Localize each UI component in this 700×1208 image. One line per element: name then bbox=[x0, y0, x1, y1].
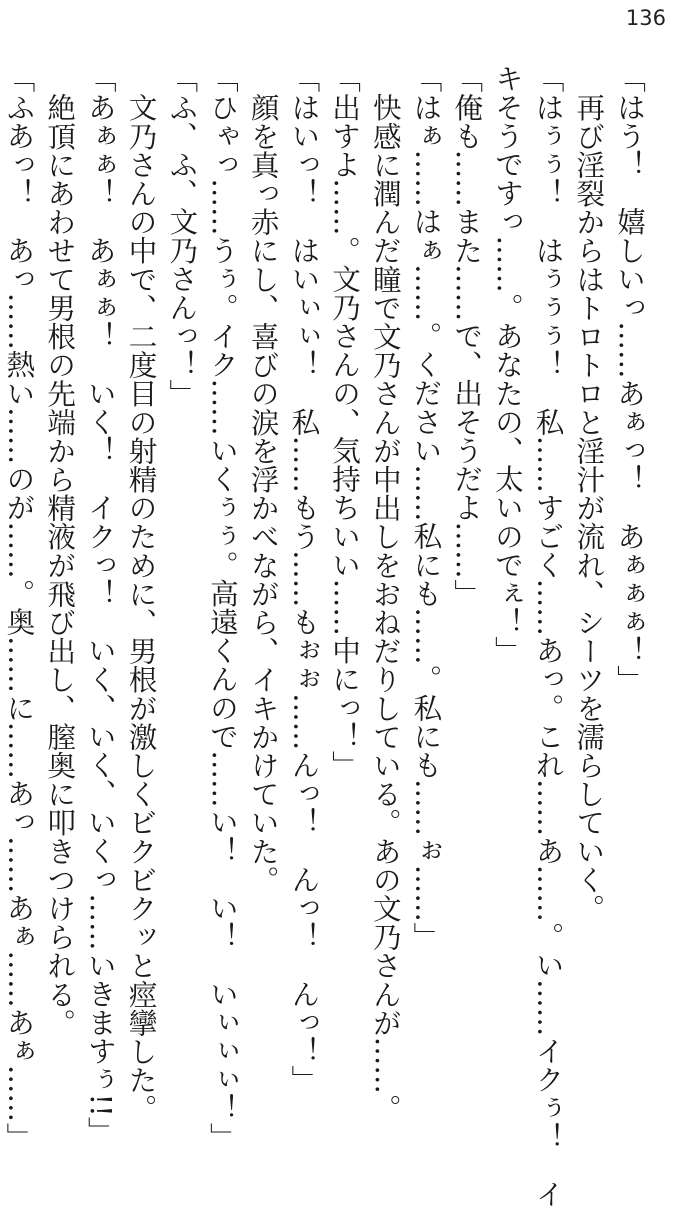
text-line: 「はいっ！ はいぃぃ！ 私……もう……もぉぉ……んっ！ んっ！ んっ！」 bbox=[287, 64, 322, 1094]
text-line: 快感に潤んだ瞳で文乃さんが中出しをおねだりしている。あの文乃さんが……。 bbox=[368, 92, 403, 1123]
text-line: 「ふあっ！ あっ……熱い……のが……。奥……に……あっ……あぁ……あぁ……」 bbox=[2, 64, 37, 1151]
text-line: 顔を真っ赤にし、喜びの涙を浮かべながら、イキかけていた。 bbox=[246, 92, 281, 894]
text-line: 「俺も……また……で、出そうだよ……」 bbox=[450, 64, 485, 608]
text-line: 絶頂にあわせて男根の先端から精液が飛び出し、膣奥に叩きつけられる。 bbox=[43, 92, 78, 1037]
text-line: 「あぁぁ！ あぁぁ！ いく！ イクっ！ いく、いく、いくっ……いきますぅ!!」 bbox=[83, 64, 118, 1146]
text-line: 「出すよ……。文乃さんの、気持ちいい……中にっ！」 bbox=[328, 64, 363, 779]
text-line: 「はう！ 嬉しいっ……あぁっ！ あぁぁぁ！」 bbox=[613, 64, 647, 694]
text-line: 文乃さんの中で、二度目の射精のために、男根が激しくビクビクッと痙攣した。 bbox=[124, 92, 159, 1123]
text-line: キそうですっ……。あなたの、太いのでぇ！」 bbox=[490, 64, 525, 665]
text-line: 「ふ、ふ、文乃さんっ！」 bbox=[165, 64, 200, 408]
text-line: 「ひゃっ……うぅ。イク……いくぅぅ。高遠くんので……い！ い！ いぃぃぃ！」 bbox=[205, 64, 240, 1151]
text-line: 再び淫裂からはトロトロと淫汁が流れ、シーツを濡らしていく。 bbox=[572, 92, 607, 922]
text-line: 「はぅぅ！ はぅぅぅ！ 私……すごく……あっ。これ……あ……。い……イクぅ！ イ bbox=[531, 64, 566, 1208]
page-number: 136 bbox=[625, 6, 666, 30]
text-line: 「はぁ……はぁ……。ください……私にも……。私にも……ぉ……」 bbox=[409, 64, 444, 951]
novel-text-block bbox=[0, 64, 650, 1208]
